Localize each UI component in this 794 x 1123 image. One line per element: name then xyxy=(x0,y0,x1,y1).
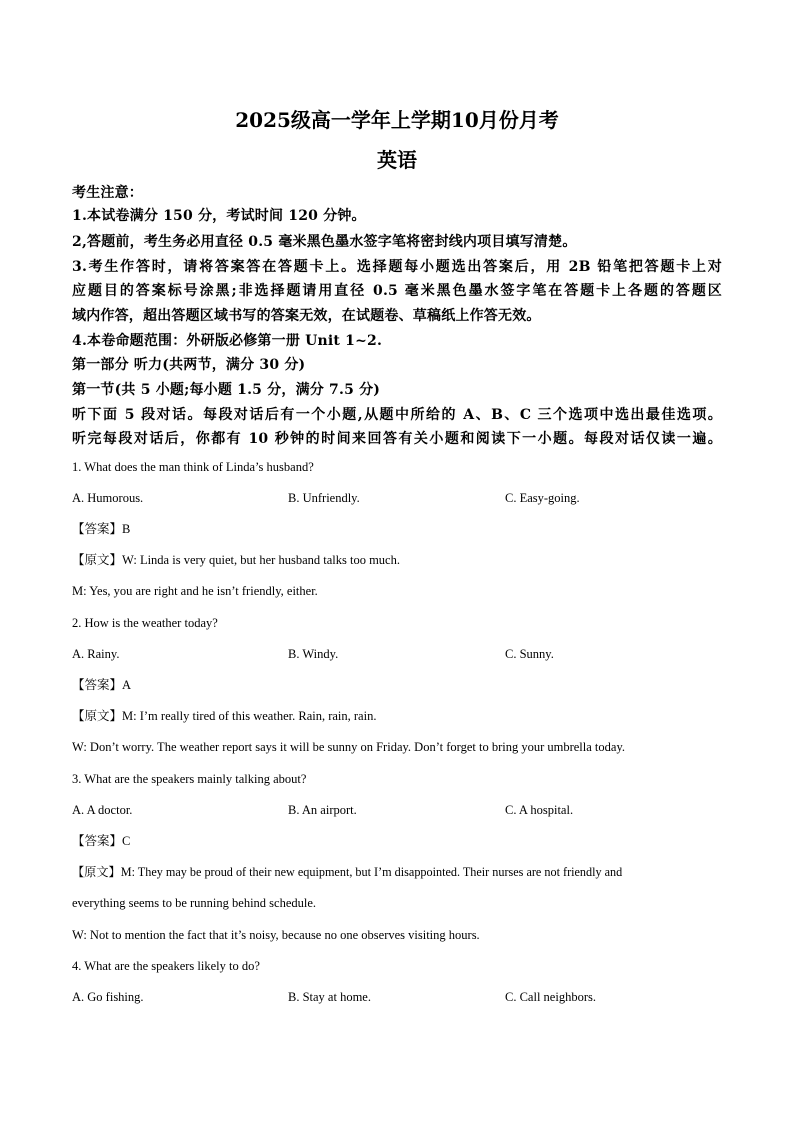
q2-transcript-text: M: I’m really tired of this weather. Rain, rain, rain. xyxy=(122,709,377,723)
notice-item-3-line-2: 应题目的答案标号涂黑;非选择题请用直径 0.5 毫米黑色墨水签字笔在答题卡上各题的答题区 xyxy=(72,283,722,299)
q4-option-c: C. Call neighbors. xyxy=(505,990,596,1004)
part-one-heading: 第一部分 听力(共两节，满分 30 分) xyxy=(72,357,306,373)
q1-option-c: C. Easy-going. xyxy=(505,491,580,505)
question-4: 4. What are the speakers likely to do? xyxy=(72,959,260,973)
question-1: 1. What does the man think of Linda’s husband? xyxy=(72,460,314,474)
notice-heading: 考生注意： xyxy=(72,185,143,201)
transcript-label: 【原文】 xyxy=(72,708,123,723)
q3-answer: 【答案】C xyxy=(72,834,131,848)
question-2: 2. How is the weather today? xyxy=(72,616,218,630)
q2-transcript-1 xyxy=(72,707,722,725)
notice-item-3-line-1: 3.考生作答时，请将答案答在答题卡上。选择题每小题选出答案后，用 2B 铅笔把答题卡上对 xyxy=(72,259,722,275)
q2-transcript-2: W: Don’t worry. The weather report says it will be sunny on Friday. Don’t forget to bring your umbrella today. xyxy=(72,740,626,754)
exam-title: 2025级高一学年上学期10月份月考 xyxy=(235,108,559,132)
q3-option-b: B. An airport. xyxy=(288,803,357,817)
q3-transcript-1 xyxy=(72,863,722,881)
q2-answer: 【答案】A xyxy=(72,678,132,692)
q3-option-c: C. A hospital. xyxy=(505,803,574,817)
notice-item-3-line-3: 域内作答，超出答题区域书写的答案无效，在试题卷、草稿纸上作答无效。 xyxy=(72,308,541,324)
q1-option-b: B. Unfriendly. xyxy=(288,491,360,505)
section-one-heading: 第一节(共 5 小题;每小题 1.5 分，满分 7.5 分) xyxy=(72,382,381,398)
q1-transcript-1 xyxy=(72,551,722,569)
exam-subject: 英语 xyxy=(377,148,417,172)
q1-option-a: A. Humorous. xyxy=(72,491,144,505)
notice-item-4: 4.本卷命题范围：外研版必修第一册 Unit 1~2. xyxy=(72,333,383,349)
q3-transcript-text: M: They may be proud of their new equipment, but I’m disappointed. Their nurses are not friendly and xyxy=(120,865,623,879)
q2-option-c: C. Sunny. xyxy=(505,647,554,661)
q2-option-a: A. Rainy. xyxy=(72,647,120,661)
instructions-line-2: 听完每段对话后，你都有 10 秒钟的时间来回答有关小题和阅读下一小题。每段对话仅读一遍。 xyxy=(72,431,722,447)
transcript-label: 【原文】 xyxy=(72,552,123,567)
q3-transcript-1-cont: everything seems to be running behind schedule. xyxy=(72,896,317,910)
q1-answer: 【答案】B xyxy=(72,522,131,536)
instructions-line-1: 听下面 5 段对话。每段对话后有一个小题,从题中所给的 A、B、C 三个选项中选出最佳选项。 xyxy=(72,407,722,423)
transcript-label: 【原文】 xyxy=(72,865,121,879)
q3-option-a: A. A doctor. xyxy=(72,803,133,817)
question-3: 3. What are the speakers mainly talking about? xyxy=(72,772,307,786)
q4-option-b: B. Stay at home. xyxy=(288,990,371,1004)
q1-transcript-text: W: Linda is very quiet, but her husband talks too much. xyxy=(122,553,400,567)
q1-transcript-2: M: Yes, you are right and he isn’t friendly, either. xyxy=(72,584,318,598)
q3-transcript-2: W: Not to mention the fact that it’s noisy, because no one observes visiting hours. xyxy=(72,928,480,942)
notice-item-2: 2,答题前，考生务必用直径 0.5 毫米黑色墨水签字笔将密封线内项目填写清楚。 xyxy=(72,234,577,250)
q2-option-b: B. Windy. xyxy=(288,647,339,661)
q4-option-a: A. Go fishing. xyxy=(72,990,144,1004)
notice-item-1: 1.本试卷满分 150 分，考试时间 120 分钟。 xyxy=(72,208,366,224)
